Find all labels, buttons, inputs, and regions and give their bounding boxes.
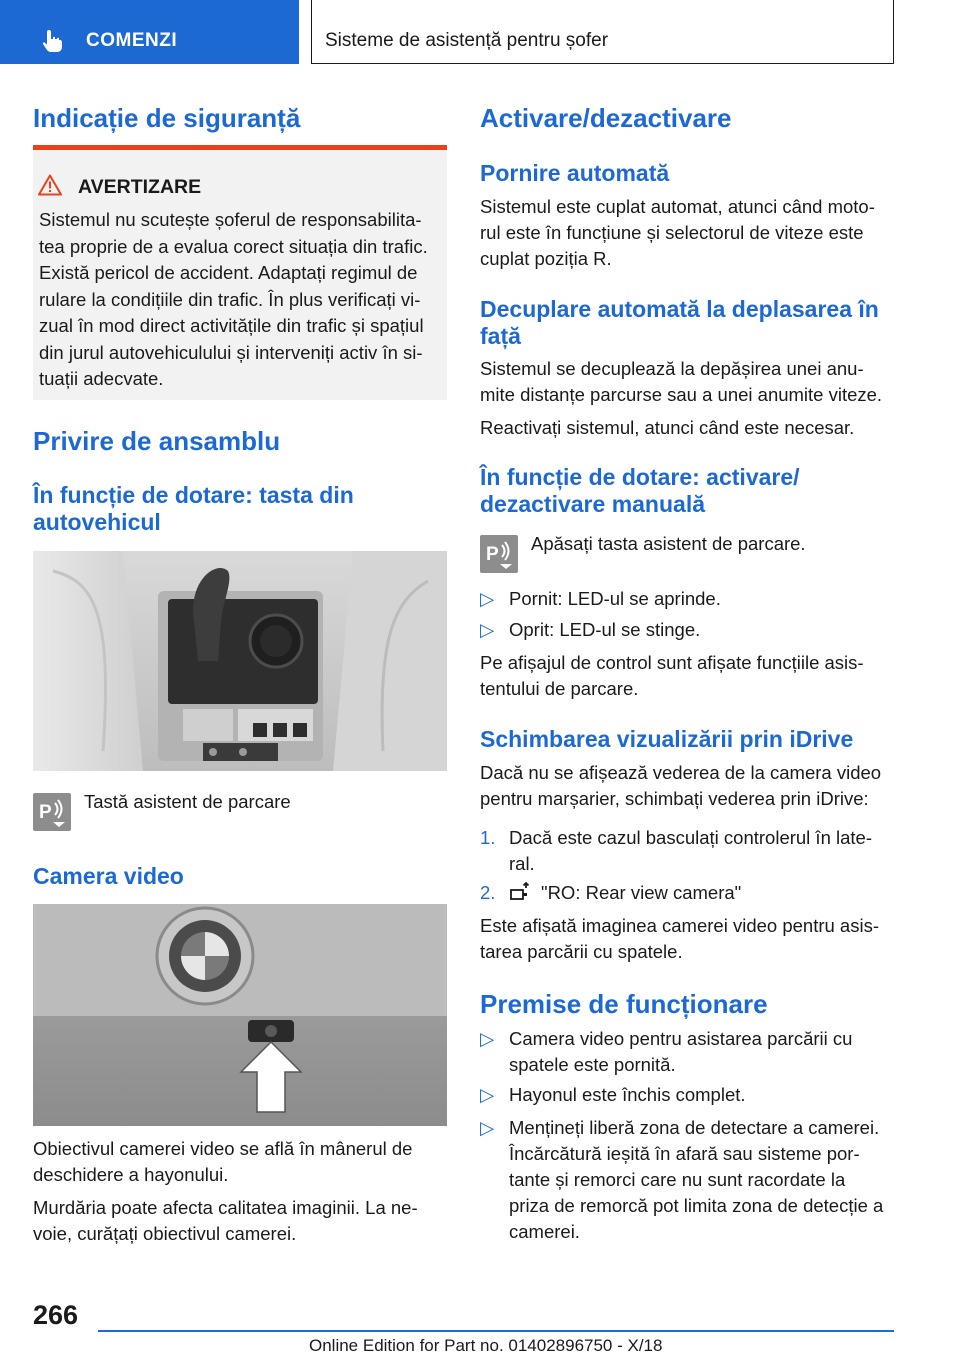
- auto-off-line: Sistemul se decuplează la depășirea unei anu-: [480, 358, 864, 379]
- list-item: ▷ Hayonul este închis complet.: [480, 1082, 894, 1109]
- image-line: tarea parcării cu spatele.: [480, 941, 683, 962]
- section-tab[interactable]: [311, 0, 894, 64]
- equip-title-line2: autovehicul: [33, 509, 161, 535]
- step-number: 1.: [480, 827, 496, 848]
- idrive-line: pentru marșarier, schimbați vederea prin iDrive:: [480, 788, 869, 809]
- triangle-bullet-icon: ▷: [480, 619, 495, 640]
- list-item: ▷ Mențineți liberă zona de detectare a camerei. Încărcătură ieșită în afară sau sisteme por- tante și remorci care nu sunt racordate la priza de remorcă pot limita zona de detecție a camerei.: [480, 1117, 884, 1242]
- triangle-bullet-icon: ▷: [480, 1084, 495, 1105]
- step-item: 2. "RO: Rear view camera": [480, 880, 894, 907]
- triangle-bullet-icon: ▷: [480, 1028, 495, 1049]
- parking-assistant-button-icon: [33, 793, 71, 831]
- camera-para2-line2: voie, curățați obiectivul camerei.: [33, 1223, 297, 1244]
- reactivate-text: Reactivați sistemul, atunci când este necesar.: [480, 417, 855, 438]
- svg-text:P: P: [39, 802, 52, 823]
- warning-line: zual în mod direct activitățile din trafic și spațiul: [39, 315, 424, 336]
- display-line: Pe afișajul de control sunt afișate funcțiile asis-: [480, 652, 864, 673]
- camera-photo: [33, 904, 447, 1126]
- svg-text:P: P: [486, 544, 499, 565]
- manual-title-line2: dezactivare manuală: [480, 491, 706, 517]
- warning-line: Există pericol de accident. Adaptați regimul de: [39, 262, 418, 283]
- parking-assistant-button-icon: [480, 535, 518, 573]
- console-photo: [33, 551, 447, 771]
- overview-title: Privire de ansamblu: [33, 426, 281, 456]
- step-item: 1. Dacă este cazul basculați controlerul în late- ral.: [480, 827, 872, 874]
- warning-line: din jurul autovehiculului și interveniți activ în si-: [39, 341, 423, 363]
- camera-para1-line1: Obiectivul camerei video se află în mânerul de: [33, 1138, 413, 1159]
- activation-title: Activare/dezactivare: [480, 103, 732, 133]
- step-number: 2.: [480, 882, 496, 903]
- safety-title: Indicație de siguranță: [33, 103, 301, 133]
- button-caption: Tastă asistent de parcare: [84, 791, 291, 812]
- page-number: 266: [33, 1300, 79, 1330]
- press-button-text: Apăsați tasta asistent de parcare.: [531, 533, 806, 554]
- chapter-tab[interactable]: [0, 0, 299, 64]
- list-item: ▷ Oprit: LED-ul se stinge.: [480, 617, 894, 644]
- hand-pointer-icon: [40, 28, 66, 54]
- auto-off-title-line2: față: [480, 323, 521, 349]
- rear-view-camera-icon: [509, 882, 533, 904]
- warning-line: tuații adecvate.: [39, 368, 164, 389]
- auto-off-line: mite distanțe parcurse sau a unei anumite viteze.: [480, 384, 883, 405]
- camera-para1-line2: deschidere a hayonului.: [33, 1164, 229, 1185]
- idrive-line: Dacă nu se afișează vederea de la camera video: [480, 762, 882, 783]
- image-line: Este afișată imaginea camerei video pentru asis-: [480, 915, 879, 936]
- display-line: tentului de parcare.: [480, 678, 639, 699]
- warning-line: rulare la condițiile din trafic. În plus verificați vi-: [39, 288, 421, 310]
- footer-divider: [98, 1330, 894, 1332]
- auto-on-line: rul este în funcțiune și selectorul de viteze este: [480, 222, 864, 243]
- warning-line: Sistemul nu scutește șoferul de responsabilita-: [39, 209, 422, 230]
- equip-title-line1: În funcție de dotare: tasta din: [33, 482, 354, 508]
- auto-on-title: Pornire automată: [480, 160, 670, 186]
- chapter-label: COMENZI: [86, 30, 178, 51]
- list-item: ▷ Pornit: LED-ul se aprinde.: [480, 586, 894, 613]
- auto-on-line: Sistemul este cuplat automat, atunci când moto-: [480, 196, 875, 217]
- prereq-title: Premise de funcționare: [480, 989, 768, 1019]
- idrive-title: Schimbarea vizualizării prin iDrive: [480, 726, 854, 752]
- triangle-bullet-icon: ▷: [480, 1117, 495, 1138]
- auto-on-line: cuplat poziția R.: [480, 248, 612, 269]
- warning-title: AVERTIZARE: [78, 176, 202, 198]
- section-label: Sisteme de asistență pentru șofer: [325, 30, 609, 51]
- warning-line: tea proprie de a evalua corect situația din trafic.: [39, 235, 428, 257]
- camera-title: Camera video: [33, 863, 184, 889]
- list-item: ▷ Camera video pentru asistarea parcării cu spatele este pornită.: [480, 1028, 853, 1075]
- warning-text: [39, 207, 443, 393]
- auto-off-title-line1: Decuplare automată la deplasarea în: [480, 296, 879, 322]
- camera-para2-line1: Murdăria poate afecta calitatea imaginii. La ne-: [33, 1197, 418, 1218]
- triangle-bullet-icon: ▷: [480, 588, 495, 609]
- edition-text: Online Edition for Part no. 01402896750 - X/18: [309, 1336, 663, 1355]
- warning-box: [33, 145, 447, 400]
- warning-triangle-icon: [38, 174, 62, 196]
- manual-title-line1: În funcție de dotare: activare/: [480, 464, 800, 490]
